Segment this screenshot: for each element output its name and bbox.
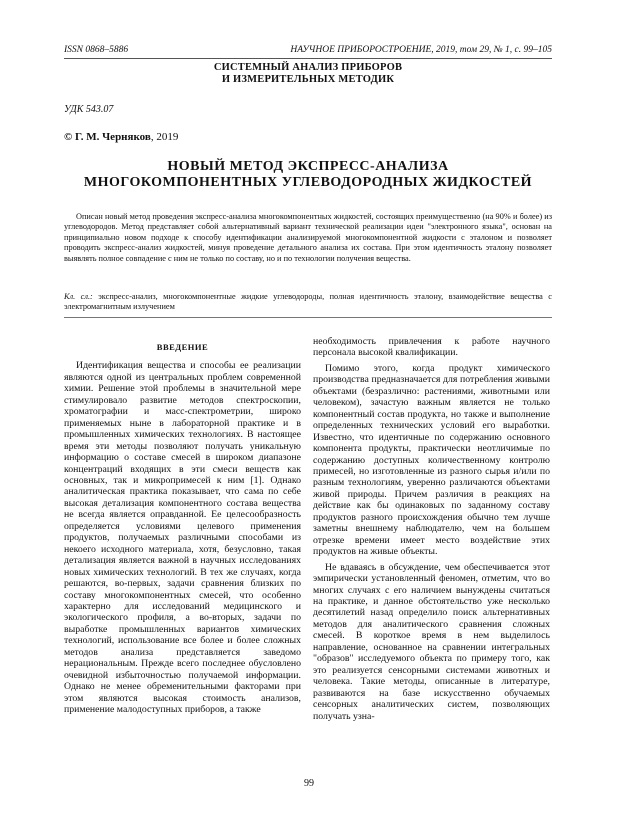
keywords xyxy=(64,292,552,313)
left-column xyxy=(64,336,301,720)
keywords-text: экспресс-анализ, многокомпонентные жидкие углеводороды, полная идентичность эталону, взаимодействие вещества с электромагнитным излучением xyxy=(64,292,552,312)
author-name: Г. М. Черняков xyxy=(74,131,151,143)
section-heading-line2: И ИЗМЕРИТЕЛЬНЫХ МЕТОДИК xyxy=(221,74,395,85)
page-number: 99 xyxy=(304,778,314,789)
right-column xyxy=(313,336,550,726)
article-title-line2: МНОГОКОМПОНЕНТНЫХ УГЛЕВОДОРОДНЫХ ЖИДКОСТЕЙ xyxy=(83,175,533,190)
author-year: , 2019 xyxy=(150,131,179,143)
journal-citation: НАУЧНОЕ ПРИБОРОСТРОЕНИЕ, 2019, том 29, № 1, с. 99–105 xyxy=(290,45,552,55)
section-heading xyxy=(64,62,552,86)
intro-paragraph-1-continued: необходимость привлечения к работе научного персонала высокой квалификации. xyxy=(313,336,550,359)
journal-issn: ISSN 0868–5886 xyxy=(64,45,129,55)
abstract: Описан новый метод проведения экспресс-анализа многокомпонентных жидкостей, состоящих преимущественно (на 90% и более) из углеводородов. Метод представляет собой альтернативный вариант технической реализации идеи "электронного языка", основан на принципиально новом подходе к способу идентификации анализируемой многокомпонентной жидкости с эталоном и позволяет проводить экспресс-анализ жидкостей, минуя проведение детального анализа их состава. При этом идентичность эталону позволяет выявлять полное совпадение с ним не только по составу, но и по технологии получения вещества. xyxy=(64,212,552,263)
keywords-divider xyxy=(64,317,552,318)
intro-paragraph-1: Идентификация вещества и способы ее реализации являются одной из центральных проблем современной химии. Решение этой проблемы в значительной мере стимулировало развитие методов спектроскопии, хроматографии и масс-спектрометрии, широко применяемых ныне в лабораторной практике и в промышленных химических технологиях. В настоящее время эти методы позволяют получать уникальную информацию о составе смесей в широком диапазоне концентраций входящих в эти смеси веществ как основных, так и микропримесей к ним [1]. Однако аналитическая практика показывает, что сама по себе высокая детализация компонентного состава вещества не всегда является оправданной. Ее целесообразность определяется условиями целевого применения продуктов, получаемых различными способами из некоего исходного материала, хотя, безусловно, такая детализация является важной в научных исследованиях новых химических технологий. В тех же случаях, когда решаются, во-первых, задачи сравнения близких по составу многокомпонентных смесей, что особенно характерно для исследований медицинского и экологического профиля, а во-вторых, задачи по выработке промышленных вариантов химических технологий, использование все более и более сложных методов анализа представляется заведомо нерациональным. Прежде всего последнее обусловлено очевидной избыточностью получаемой информации. Однако не менее обременительными факторами при этом являются высокая стоимость анализов, применение малодоступных приборов, а также xyxy=(64,360,301,716)
keywords-label: Кл. сл.: xyxy=(64,292,93,301)
article-title xyxy=(64,159,552,191)
intro-paragraph-2: Помимо этого, когда продукт химического производства предназначается для потребления живыми объектами (безразлично: растениями, животными или человеком), зачастую важным является не только компонентный состав продукта, но также и выполнение определенных технических условий его выработки. Известно, что идентичные по содержанию основного компонента продукты, практически неотличимые по содержанию доступных количественному контролю примесей, но изготовленные из разного сырья и/или по разным технологиям, уверенно различаются объектами живой природы. Причем различия в реакциях на действие как бы одинаковых по заданному составу продуктов разного происхождения обычно тем лучше заметны внешнему наблюдателю, чем на большем отрезке времени имеет место воздействие этих продуктов на живые объекты. xyxy=(313,362,550,558)
copyright-symbol: © xyxy=(64,131,73,143)
section-heading-line1: СИСТЕМНЫЙ АНАЛИЗ ПРИБОРОВ xyxy=(213,62,403,73)
author-line xyxy=(64,131,178,143)
intro-paragraph-3: Не вдаваясь в обсуждение, чем обеспечивается этот эмпирически установленный феномен, отметим, что во многих случаях с его наличием вынуждены считаться на практике, и данное обстоятельство уже несколько десятилетий назад определило поиск альтернативных методов для аналитического сравнения сложных смесей. В короткое время в нем выделилось направление, основанное на сравнении интегральных "образов" исследуемого объекта по примеру того, как это реализуется сенсорными системами животных и человека. Такие методы, описанные в литературе, развиваются на базе искусственно обучаемых сенсорных аналитических систем, позволяющих получать узна- xyxy=(313,561,550,722)
article-title-line1: НОВЫЙ МЕТОД ЭКСПРЕСС-АНАЛИЗА xyxy=(167,159,449,174)
header-divider xyxy=(64,58,552,59)
udk-code: УДК 543.07 xyxy=(64,104,114,115)
intro-heading: ВВЕДЕНИЕ xyxy=(156,342,209,352)
